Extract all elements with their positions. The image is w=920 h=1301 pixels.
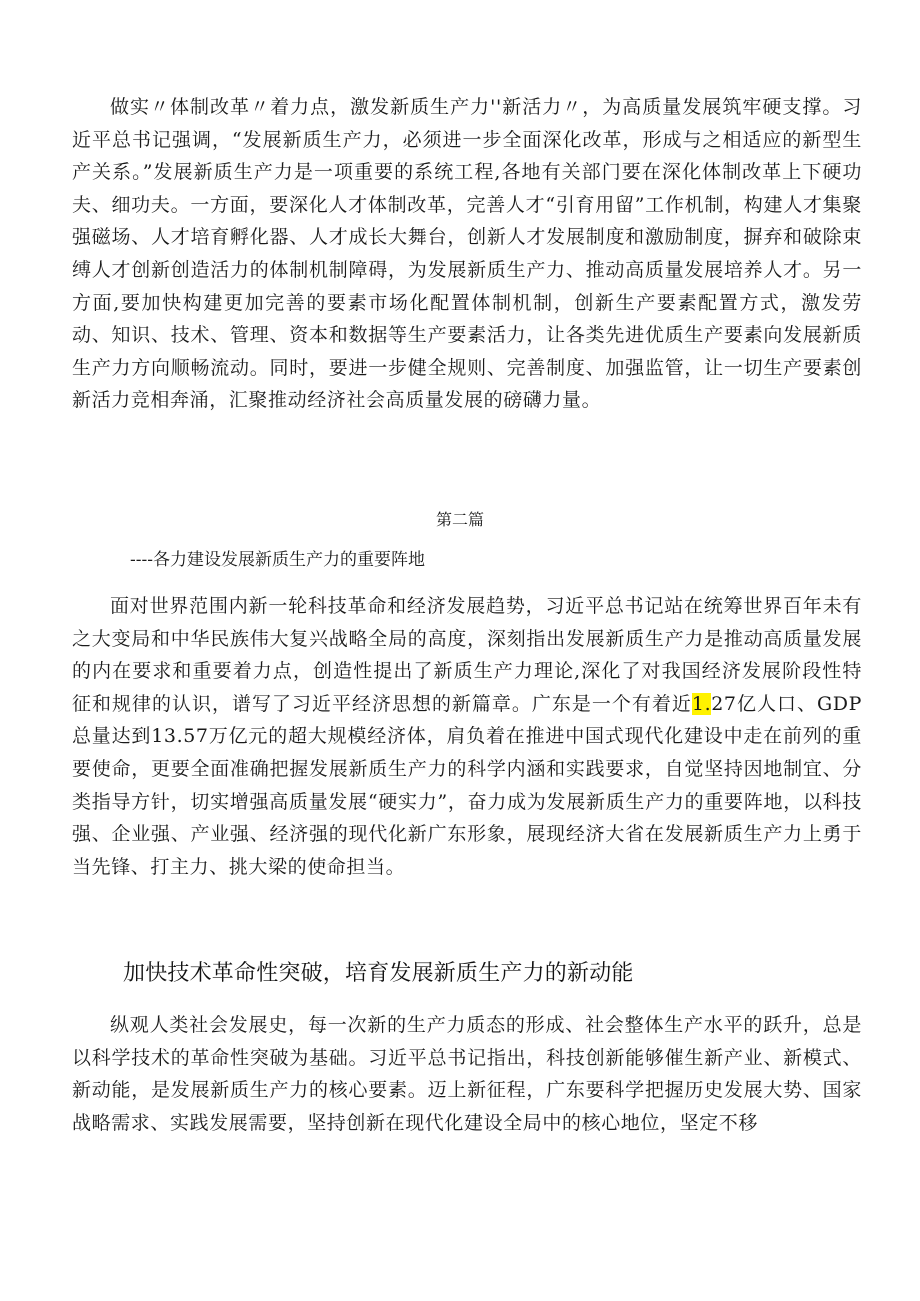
body-paragraph	[72, 590, 862, 883]
section-heading: 加快技术革命性突破，培育发展新质生产力的新动能	[123, 961, 634, 986]
paragraph-text: 面对世界范围内新一轮科技革命和经济发展趋势，习近平总书记站在统筹世界百年未有之大变局和中华民族伟大复兴战略全局的高度，深刻指出发展新质生产力是推动高质量发展的内在要求和重要着力点，创造性提出了新质生产力理论,深化了对我国经济发展阶段性特征和规律的认识，谱写了习近平经济思想的新篇章。广东是一个有着近	[72, 595, 862, 715]
paragraph-text: 27亿人口、GDP总量达到13.57万亿元的超大规模经济体，肩负着在推进中国式现代化建设中走在前列的重要使命，更要全面准确把握发展新质生产力的科学内涵和实践要求，自觉坚持因地制宜、分类指导方针，切实增强高质量发展“硬实力”，奋力成为发展新质生产力的重要阵地，以科技强、企业强、产业强、经济强的现代化新广东形象，展现经济大省在发展新质生产力上勇于当先锋、打主力、挑大梁的使命担当。	[72, 692, 862, 878]
body-paragraph: 纵观人类社会发展史，每一次新的生产力质态的形成、社会整体生产水平的跃升，总是以科学技术的革命性突破为基础。习近平总书记指出，科技创新能够催生新产业、新模式、新动能，是发展新质生产力的核心要素。迈上新征程，广东要科学把握历史发展大势、国家战略需求、实践发展需要，坚持创新在现代化建设全局中的核心地位，坚定不移	[72, 1014, 862, 1134]
highlighted-text: 1.	[691, 692, 712, 715]
section-label: 第二篇	[435, 510, 484, 529]
article-subtitle: ----各力建设发展新质生产力的重要阵地	[130, 550, 425, 570]
body-paragraph: 做实〃体制改革〃着力点，激发新质生产力''新活力〃，为高质量发展筑牢硬支撑。习近平总书记强调，“发展新质生产力，必须进一步全面深化改革，形成与之相适应的新型生产关系。”发展新质生产力是一项重要的系统工程,各地有关部门要在深化体制改革上下硬功夫、细功夫。一方面，要深化人才体制改革，完善人才“引育用留”工作机制，构建人才集聚强磁场、人才培育孵化器、人才成长大舞台，创新人才发展制度和激励制度，摒弃和破除束缚人才创新创造活力的体制机制障碍，为发展新质生产力、推动高质量发展培养人才。另一方面,要加快构建更加完善的要素市场化配置体制机制，创新生产要素配置方式，激发劳动、知识、技术、管理、资本和数据等生产要素活力，让各类先进优质生产要素向发展新质生产力方向顺畅流动。同时，要进一步健全规则、完善制度、加强监管，让一切生产要素创新活力竞相奔涌，汇聚推动经济社会高质量发展的磅礴力量。	[72, 96, 862, 412]
